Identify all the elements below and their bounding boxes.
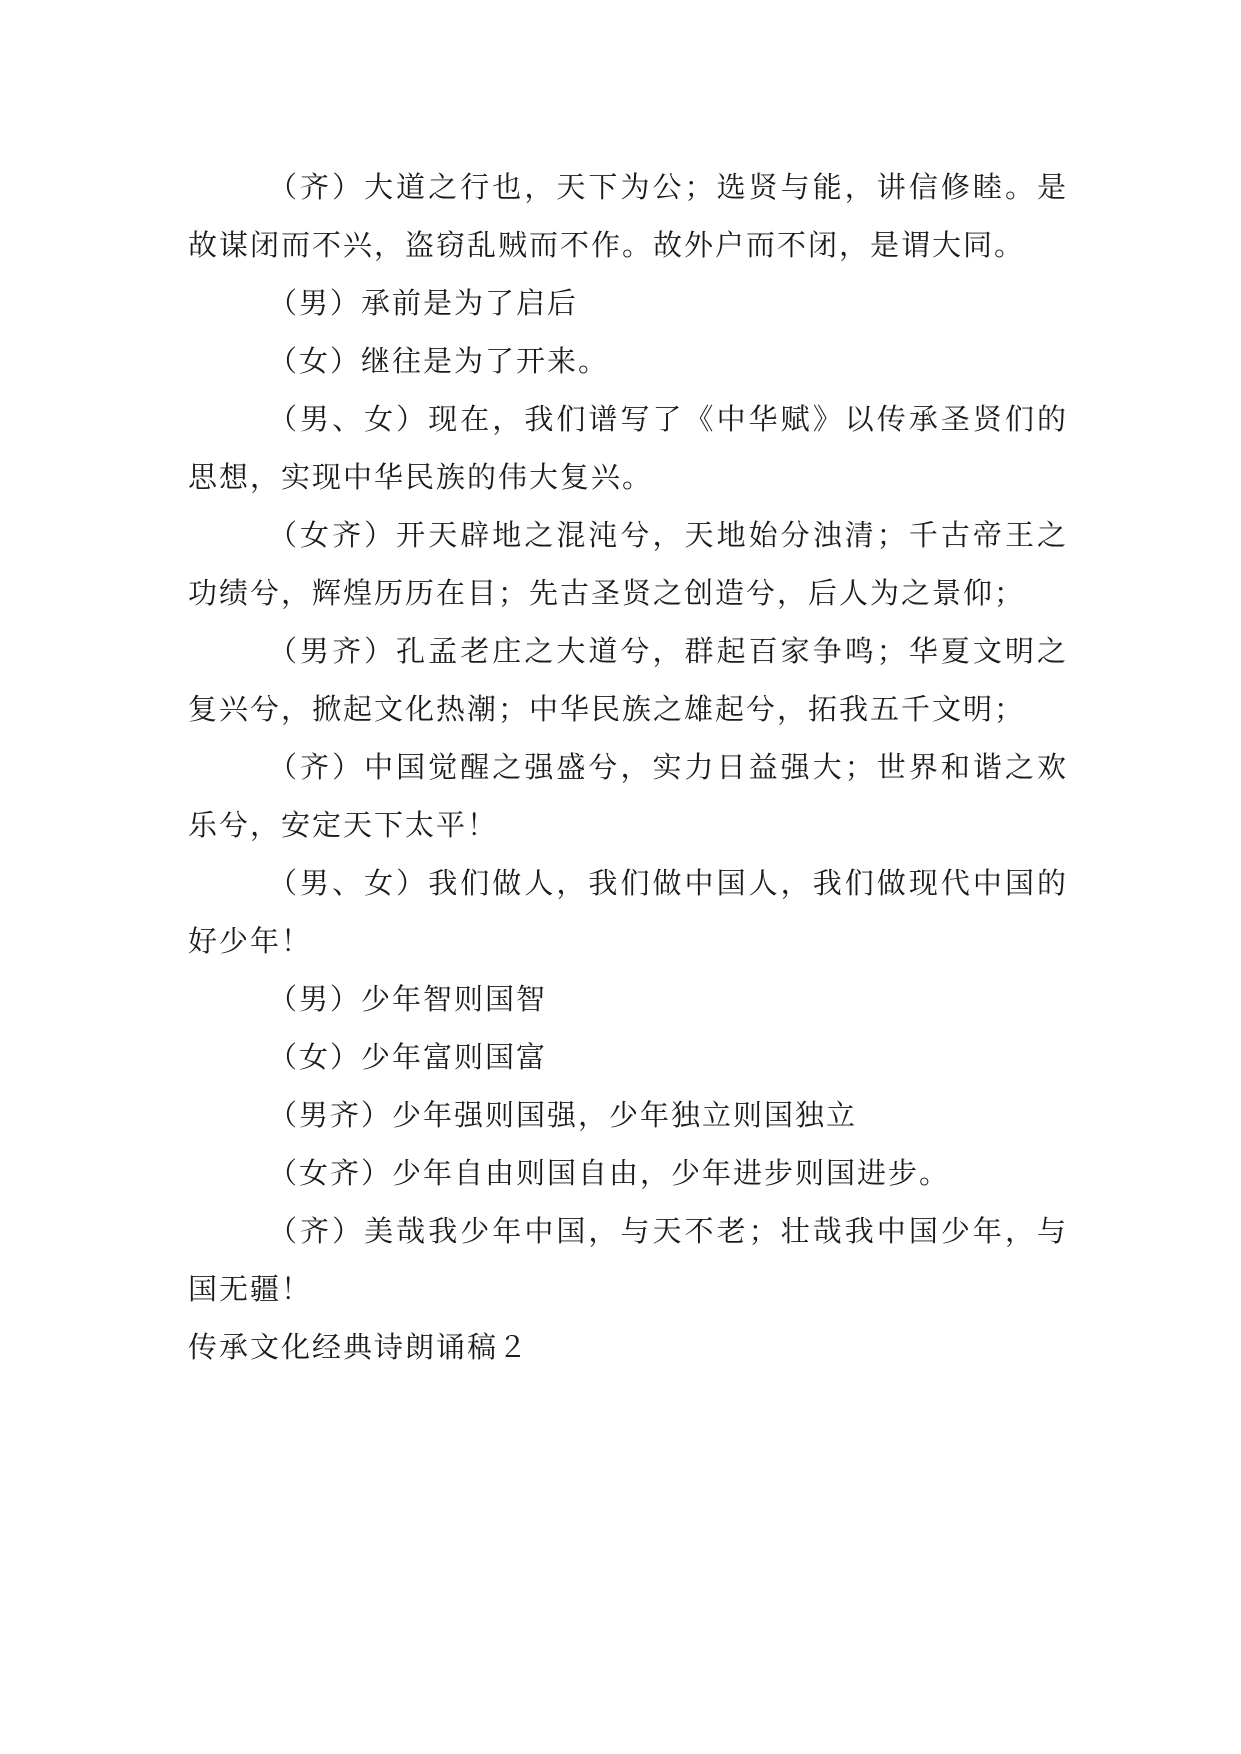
paragraph-1: （齐）大道之行也，天下为公；选贤与能，讲信修睦。是故谋闭而不兴，盗窃乱贼而不作。故外户而不闭，是谓大同。: [188, 170, 1068, 262]
paragraph-7: （齐）中国觉醒之强盛兮，实力日益强大；世界和谐之欢乐兮，安定天下太平！: [188, 750, 1068, 842]
paragraph-8: （男、女）我们做人，我们做中国人，我们做现代中国的好少年！: [188, 866, 1068, 958]
paragraph-4: （男、女）现在，我们谱写了《中华赋》以传承圣贤们的思想，实现中华民族的伟大复兴。: [188, 402, 1068, 494]
paragraph-10: （女）少年富则国富: [268, 1040, 548, 1074]
paragraph-6: （男齐）孔孟老庄之大道兮，群起百家争鸣；华夏文明之复兴兮，掀起文化热潮；中华民族之雄起兮，拓我五千文明；: [188, 634, 1068, 726]
paragraph-2: （男）承前是为了启后: [268, 286, 579, 320]
paragraph-13: （齐）美哉我少年中国，与天不老；壮哉我中国少年，与国无疆！: [188, 1214, 1068, 1306]
paragraph-11: （男齐）少年强则国强，少年独立则国独立: [268, 1098, 858, 1132]
document-body: [188, 158, 1068, 1376]
paragraph-9: （男）少年智则国智: [268, 982, 548, 1016]
section-heading: 传承文化经典诗朗诵稿２: [188, 1330, 530, 1364]
paragraph-3: （女）继往是为了开来。: [268, 344, 610, 378]
paragraph-5: （女齐）开天辟地之混沌兮，天地始分浊清；千古帝王之功绩兮，辉煌历历在目；先古圣贤之创造兮，后人为之景仰；: [188, 518, 1068, 610]
paragraph-12: （女齐）少年自由则国自由，少年进步则国进步。: [268, 1156, 951, 1190]
